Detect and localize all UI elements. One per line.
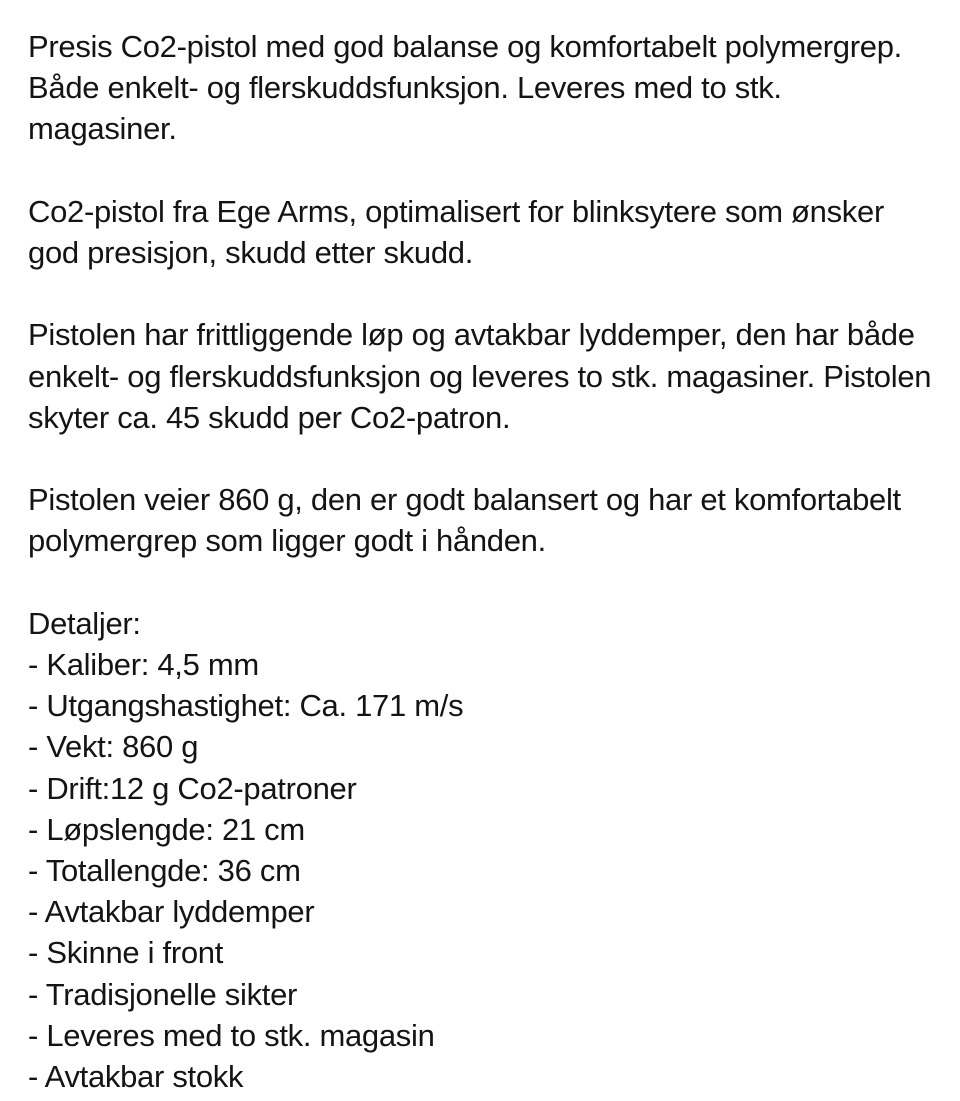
detail-item-weight: - Vekt: 860 g (28, 729, 199, 765)
detail-item-velocity: - Utgangshastighet: Ca. 171 m/s (28, 688, 464, 724)
description-paragraph-features: Pistolen har frittliggende løp og avtakbar lyddemper, den har både enkelt- og flerskuddsfunksjon og leveres to stk. magasiner. Pistolen skyter ca. 45 skudd per Co2-patron. (28, 317, 932, 435)
product-description (28, 26, 938, 1097)
detail-item-caliber: - Kaliber: 4,5 mm (28, 646, 259, 682)
detail-item-barrel-length: - Løpslengde: 21 cm (28, 811, 305, 847)
details-heading: Detaljer: (28, 605, 141, 641)
detail-item-magazines: - Leveres med to stk. magasin (28, 1017, 435, 1053)
description-paragraph-brand: Co2-pistol fra Ege Arms, optimalisert for blinksytere som ønsker god presisjon, skudd etter skudd. (28, 193, 884, 270)
description-paragraph-weight: Pistolen veier 860 g, den er godt balansert og har et komfortabelt polymergrep som ligger godt i hånden. (28, 482, 901, 559)
detail-item-power: - Drift:12 g Co2-patroner (28, 770, 357, 806)
details-list (28, 644, 938, 1097)
detail-item-silencer: - Avtakbar lyddemper (28, 894, 315, 930)
detail-item-total-length: - Totallengde: 36 cm (28, 853, 301, 888)
detail-item-front-rail: - Skinne i front (28, 935, 224, 971)
description-paragraph-intro: Presis Co2-pistol med god balanse og komfortabelt polymergrep. Både enkelt- og flerskuddsfunksjon. Leveres med to stk. magasiner. (28, 29, 902, 147)
detail-item-stock: - Avtakbar stokk (28, 1059, 244, 1095)
detail-item-sights: - Tradisjonelle sikter (28, 976, 298, 1012)
